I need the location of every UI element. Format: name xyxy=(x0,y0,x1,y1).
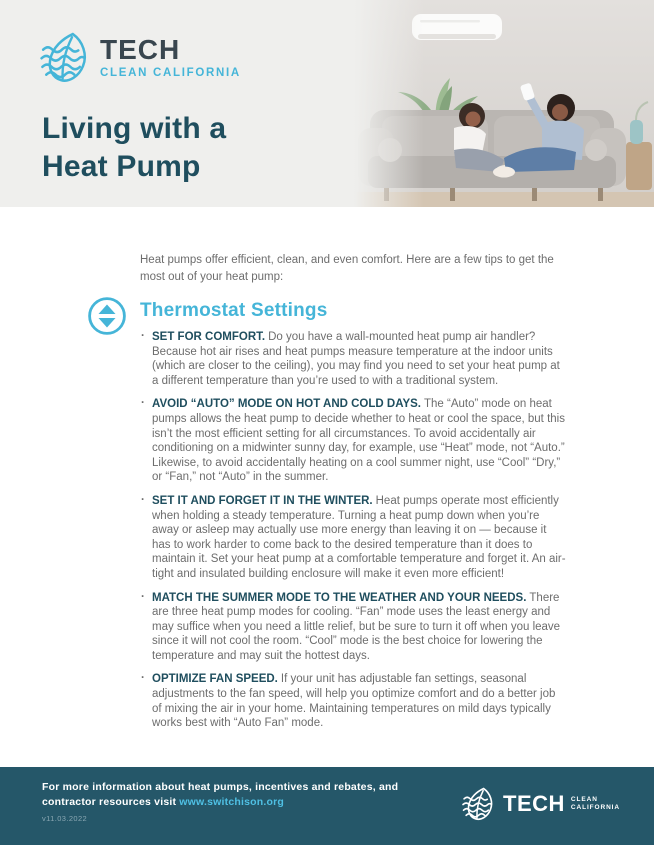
tip-text: There are three heat pump modes for cooling. “Fan” mode uses the least energy and may suffice when you need a little relief, but be sure to turn it off when you leave since it will not cool the room. “Cool” mode is the best choice for lowering the temperature and may suit the hottest days. xyxy=(152,591,561,662)
tip-lead: OPTIMIZE FAN SPEED. xyxy=(152,673,278,686)
switchison-link[interactable]: www.switchison.org xyxy=(179,796,285,808)
list-item xyxy=(140,397,566,485)
logo-wordmark: TECH xyxy=(100,34,181,65)
tip-lead: SET IT AND FORGET IT IN THE WINTER. xyxy=(152,494,373,507)
tip-lead: SET FOR COMFORT. xyxy=(152,331,266,343)
footer-info-text: For more information about heat pumps, incentives and rebates, and contractor resources visit xyxy=(42,781,399,808)
tips-list xyxy=(140,330,566,740)
intro-text: Heat pumps offer efficient, clean, and even comfort. Here are a few tips to get the most out of your heat pump: xyxy=(140,254,554,283)
tech-clean-california-logo xyxy=(40,30,241,85)
footer-logo-wordmark: TECH xyxy=(503,791,565,816)
page-title xyxy=(42,110,226,186)
tip-text: If your unit has adjustable fan settings, seasonal adjustments to the fan speed, will help you optimize comfort and do a better job of mixing the air in your home. Maintaining temperatures on mild days typically works best with “Auto Fan” mode. xyxy=(152,673,556,730)
mini-split-unit xyxy=(412,14,502,40)
tip-text: Heat pumps operate most efficiently when holding a steady temperature. Turning a heat pump down when you’re away or asleep may actually use more energy than leaving it on — because it has to work harder to come back to the desired temperature than it does to maintain it. Set your heat pump at a comfortable temperature and forget it. An air-tight and insulated building enclosure will make it even more efficient! xyxy=(152,494,566,580)
tip-lead: MATCH THE SUMMER MODE TO THE WEATHER AND YOUR NEEDS. xyxy=(152,591,527,604)
logo-subtitle: CLEAN CALIFORNIA xyxy=(100,67,241,79)
list-item xyxy=(140,330,566,388)
footer-tech-logo xyxy=(462,786,620,822)
leaf-waves-icon xyxy=(462,786,495,822)
footer xyxy=(0,767,654,845)
tip-text: The “Auto” mode on heat pumps allows the heat pump to decide whether to heat or cool the space, but this isn’t the most efficient setting for all circumstances. To avoid accidentally air conditioning on a midwinter sunny day, for example, use “Heat” mode, not “Auto.” Likewise, to avoid accidentally heating on a cool summer night, use “Cool” “Dry,” or “Fan,” not “Auto” in the summer. xyxy=(152,398,565,484)
title-line-2: Heat Pump xyxy=(42,150,201,183)
section-heading: Thermostat Settings xyxy=(140,300,328,321)
leaf-waves-icon xyxy=(40,30,90,85)
tip-lead: AVOID “AUTO” MODE ON HOT AND COLD DAYS. xyxy=(152,398,421,411)
footer-logo-subtitle-2: CALIFORNIA xyxy=(570,804,620,811)
hero-header xyxy=(0,0,654,207)
thermostat-adjust-icon xyxy=(87,296,127,336)
list-item xyxy=(140,591,566,664)
title-line-1: Living with a xyxy=(42,112,227,145)
list-item xyxy=(140,494,566,582)
tip-text: Do you have a wall-mounted heat pump air handler? Because hot air rises and heat pumps measure temperature at the indoor units (which are closer to the ceiling), you may find you need to set your heat pump at a different temperature than you’re used to with a traditional system. xyxy=(152,331,560,387)
list-item xyxy=(140,672,566,730)
footer-info xyxy=(42,780,424,810)
footer-logo-subtitle-1: CLEAN xyxy=(570,796,598,803)
living-room-photo xyxy=(354,0,654,207)
version-label: v11.03.2022 xyxy=(42,814,88,823)
